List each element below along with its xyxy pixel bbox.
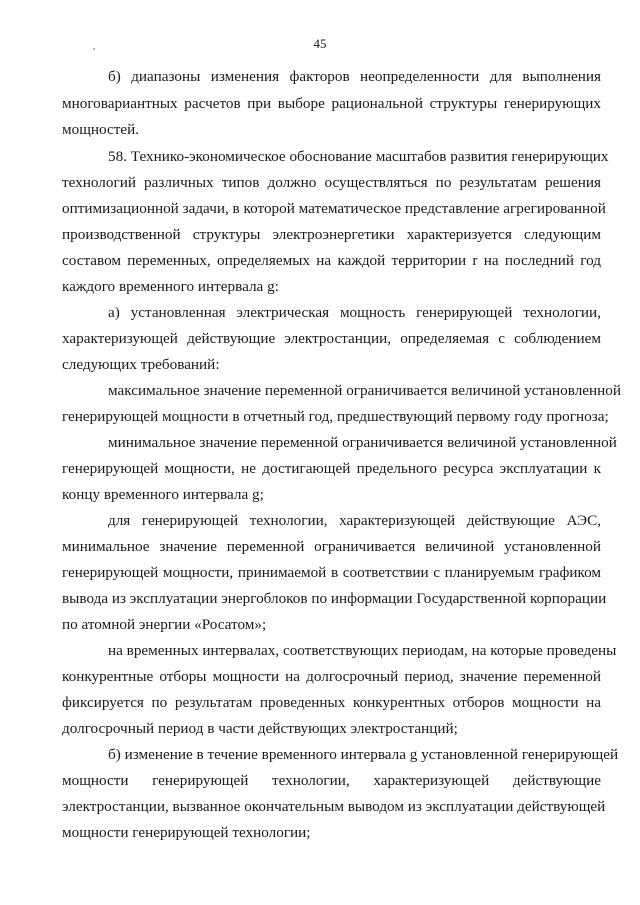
text-line: фиксируется по результатам проведенных конкурентных отборов мощности на: [62, 694, 601, 711]
text-line: генерирующей мощности, не достигающей предельного ресурса эксплуатации к: [62, 460, 601, 477]
text-line: на временных интервалах, соответствующих периодам, на которые проведены: [108, 642, 617, 659]
text-line: для генерирующей технологии, характеризующей действующие АЭС,: [108, 512, 601, 529]
text-line: минимальное значение переменной ограничивается величиной установленной: [108, 434, 617, 451]
text-line: по атомной энергии «Росатом»;: [62, 616, 267, 633]
text-line: конкурентные отборы мощности на долгосрочный период, значение переменной: [62, 668, 601, 685]
text-line: концу временного интервала g;: [62, 486, 264, 503]
text-line: максимальное значение переменной ограничивается величиной установленной: [108, 382, 622, 399]
text-line: многовариантных расчетов при выборе рациональной структуры генерирующих: [62, 95, 601, 112]
text-line: следующих требований:: [62, 356, 220, 373]
text-line: характеризующей действующие электростанции, определяемая с соблюдением: [62, 330, 601, 347]
text-line: вывода из эксплуатации энергоблоков по информации Государственной корпорации: [62, 590, 607, 607]
text-line: 58. Технико-экономическое обоснование масштабов развития генерирующих: [108, 148, 609, 165]
text-line: генерирующей мощности в отчетный год, предшествующий первому году прогноза;: [62, 408, 609, 425]
text-line: долгосрочный период в части действующих электростанций;: [62, 720, 458, 737]
text-line: минимальное значение переменной ограничивается величиной установленной: [62, 538, 601, 555]
text-line: мощности генерирующей технологии;: [62, 824, 311, 841]
text-line: б) изменение в течение временного интервала g установленной генерирующей: [108, 746, 619, 763]
text-line: а) установленная электрическая мощность генерирующей технологии,: [108, 304, 601, 321]
text-line: производственной структуры электроэнергетики характеризуется следующим: [62, 226, 601, 243]
text-line: технологий различных типов должно осуществляться по результатам решения: [62, 174, 601, 191]
text-line: мощностей.: [62, 121, 140, 138]
text-line: составом переменных, определяемых на каждой территории r на последний год: [62, 252, 601, 269]
text-line: б) диапазоны изменения факторов неопределенности для выполнения: [108, 68, 601, 85]
text-line: электростанции, вызванное окончательным выводом из эксплуатации действующей: [62, 798, 606, 815]
page-number: 45: [313, 36, 327, 51]
text-line: генерирующей мощности, принимаемой в соответствии с планируемым графиком: [62, 564, 601, 581]
text-line: оптимизационной задачи, в которой математическое представление агрегированной: [62, 200, 606, 217]
text-line: мощности генерирующей технологии, характеризующей действующие: [62, 772, 601, 789]
text-line: каждого временного интервала g:: [62, 278, 279, 295]
